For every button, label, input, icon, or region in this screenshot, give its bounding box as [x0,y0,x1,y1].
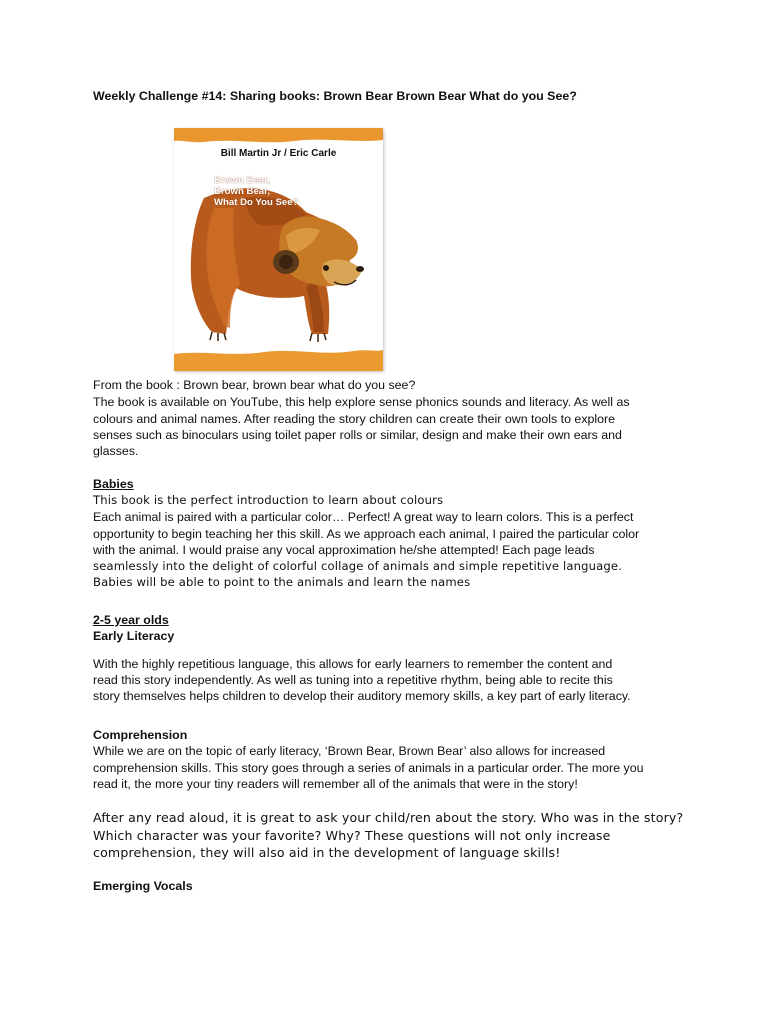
babies-line: opportunity to begin teaching her this skill. As we approach each animal, I paired the particular color [93,527,640,541]
cover-title-line: Brown Bear, [214,175,270,186]
question-line: comprehension, they will also aid in the development of language skills! [93,845,561,860]
babies-line: with the animal. I would praise any vocal approximation he/she attempted! Each page leads [93,543,595,557]
intro-line: From the book : Brown bear, brown bear what do you see? [93,378,416,392]
literacy-line: story themselves helps children to develop their auditory memory skills, a key part of early literacy. [93,689,631,703]
cover-title-line: What Do You See? [214,197,299,208]
toddlers-heading: 2-5 year olds [93,613,169,627]
cover-title [214,175,334,208]
emerging-vocals-heading: Emerging Vocals [93,879,193,893]
babies-line: This book is the perfect introduction to learn about colours [93,493,444,507]
bear-illustration [174,128,383,371]
comprehension-line: read it, the more your tiny readers will remember all of the animals that were in the story! [93,777,578,791]
comprehension-line: comprehension skills. This story goes through a series of animals in a particular order. The more you [93,761,644,775]
book-cover-image [174,128,383,371]
intro-line: The book is available on YouTube, this help explore sense phonics sounds and literacy. As well as [93,395,630,409]
intro-line: glasses. [93,444,139,458]
babies-line: Each animal is paired with a particular color… Perfect! A great way to learn colors. This is a perfect [93,510,634,524]
early-literacy-heading: Early Literacy [93,629,175,643]
intro-line: senses such as binoculars using toilet paper rolls or similar, design and make their own ears and [93,428,622,442]
babies-line: seamlessly into the delight of colorful collage of animals and simple repetitive language. [93,559,623,573]
comprehension-line: While we are on the topic of early literacy, ‘Brown Bear, Brown Bear’ also allows for increased [93,744,606,758]
comprehension-heading: Comprehension [93,728,188,742]
babies-line: Babies will be able to point to the animals and learn the names [93,575,471,589]
cover-author: Bill Martin Jr / Eric Carle [220,148,337,159]
question-line: Which character was your favorite? Why? These questions will not only increase [93,828,611,843]
literacy-line: read this story independently. As well as tuning into a repetitive rhythm, being able to recite this [93,673,613,687]
question-line: After any read aloud, it is great to ask your child/ren about the story. Who was in the story? [93,810,684,825]
page-title: Weekly Challenge #14: Sharing books: Brown Bear Brown Bear What do you See? [93,89,577,103]
babies-heading: Babies [93,477,134,491]
cover-title-line: Brown Bear, [214,186,270,197]
literacy-line: With the highly repetitious language, this allows for early learners to remember the content and [93,657,613,671]
intro-line: colours and animal names. After reading the story children can create their own tools to explore [93,412,616,426]
